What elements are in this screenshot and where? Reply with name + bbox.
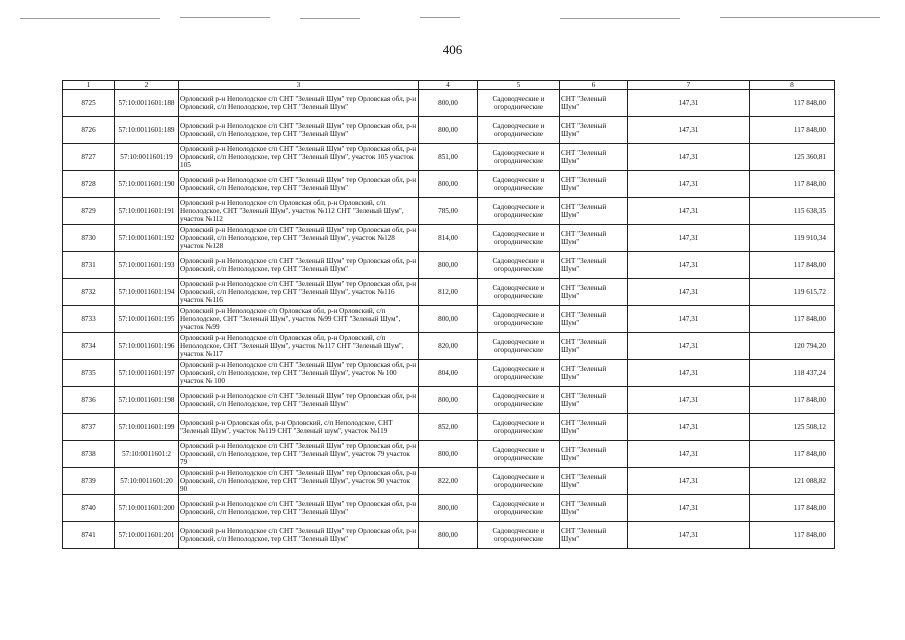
area-value: 820,00: [419, 333, 478, 360]
cadastral-value: 119 615,72: [750, 279, 835, 306]
unit-price: 147,31: [628, 117, 750, 144]
area-value: 852,00: [419, 414, 478, 441]
address: Орловский р-н Неполодское с/п СНТ "Зеленый Шум" тер Орловская обл, р-н Орловский, с/п Неполодское, тер СНТ "Зеленый Шум", участок 79 участок 79: [179, 441, 419, 468]
cadastral-number: 57:10:0011601:193: [115, 252, 179, 279]
cadastral-value: 117 848,00: [750, 90, 835, 117]
snt-name: СНТ "Зеленый Шум": [560, 468, 628, 495]
cadastral-value: 117 848,00: [750, 441, 835, 468]
address: Орловский р-н Орловская обл, р-н Орловский, с/п Неполодское, СНТ "Зеленый Шум", участок №119 СНТ "Зеленый шум", участок №119: [179, 414, 419, 441]
address: Орловский р-н Неполодское с/п СНТ "Зеленый Шум" тер Орловская обл, р-н Орловский, с/п Неполодское, тер СНТ "Зеленый Шум": [179, 117, 419, 144]
cadastral-number: 57:10:0011601:195: [115, 306, 179, 333]
cadastral-value: 117 848,00: [750, 522, 835, 549]
table-row: [63, 225, 835, 252]
row-number: 8741: [63, 522, 115, 549]
unit-price: 147,31: [628, 198, 750, 225]
snt-name: СНТ "Зеленый Шум": [560, 306, 628, 333]
row-number: 8740: [63, 495, 115, 522]
snt-name: СНТ "Зеленый Шум": [560, 252, 628, 279]
snt-name: СНТ "Зеленый Шум": [560, 414, 628, 441]
land-use-category: Садоводческие и огороднические: [478, 279, 560, 306]
row-number: 8736: [63, 387, 115, 414]
area-value: 785,00: [419, 198, 478, 225]
land-use-category: Садоводческие и огороднические: [478, 90, 560, 117]
address: Орловский р-н Неполодское с/п СНТ "Зеленый Шум" тер Орловская обл, р-н Орловский, с/п Неполодское, тер СНТ "Зеленый Шум": [179, 252, 419, 279]
cadastral-number: 57:10:0011601:196: [115, 333, 179, 360]
column-header: 2: [115, 81, 179, 90]
area-value: 804,00: [419, 360, 478, 387]
land-use-category: Садоводческие и огороднические: [478, 414, 560, 441]
land-use-category: Садоводческие и огороднические: [478, 225, 560, 252]
land-use-category: Садоводческие и огороднические: [478, 441, 560, 468]
column-header: 3: [179, 81, 419, 90]
area-value: 800,00: [419, 90, 478, 117]
address: Орловский р-н Неполодское с/п СНТ "Зеленый Шум" тер Орловская обл, р-н Орловский, с/п Неполодское, тер СНТ "Зеленый Шум", участок №128 участок №128: [179, 225, 419, 252]
land-use-category: Садоводческие и огороднические: [478, 495, 560, 522]
unit-price: 147,31: [628, 171, 750, 198]
snt-name: СНТ "Зеленый Шум": [560, 198, 628, 225]
table-row: [63, 279, 835, 306]
unit-price: 147,31: [628, 225, 750, 252]
address: Орловский р-н Неполодское с/п Орловская обл, р-н Орловский, с/п Неполодское, СНТ "Зеленый Шум", участок №99 СНТ "Зеленый Шум", участок №99: [179, 306, 419, 333]
table-row: [63, 414, 835, 441]
scan-artifact: [560, 18, 680, 19]
snt-name: СНТ "Зеленый Шум": [560, 360, 628, 387]
table-row: [63, 495, 835, 522]
land-use-category: Садоводческие и огороднические: [478, 252, 560, 279]
cadastral-number: 57:10:0011601:201: [115, 522, 179, 549]
row-number: 8725: [63, 90, 115, 117]
unit-price: 147,31: [628, 495, 750, 522]
unit-price: 147,31: [628, 144, 750, 171]
column-header: 4: [419, 81, 478, 90]
row-number: 8735: [63, 360, 115, 387]
row-number: 8731: [63, 252, 115, 279]
cadastral-number: 57:10:0011601:189: [115, 117, 179, 144]
row-number: 8727: [63, 144, 115, 171]
cadastral-number: 57:10:0011601:197: [115, 360, 179, 387]
unit-price: 147,31: [628, 333, 750, 360]
address: Орловский р-н Неполодское с/п СНТ "Зеленый Шум" тер Орловская обл, р-н Орловский, с/п Неполодское, тер СНТ "Зеленый Шум", участок № 100 участок № 100: [179, 360, 419, 387]
area-value: 800,00: [419, 306, 478, 333]
scan-artifact: [720, 17, 880, 18]
area-value: 800,00: [419, 387, 478, 414]
cadastral-value: 121 088,82: [750, 468, 835, 495]
column-header: 5: [478, 81, 560, 90]
address: Орловский р-н Неполодское с/п СНТ "Зеленый Шум" тер Орловская обл, р-н Орловский, с/п Неполодское, тер СНТ "Зеленый Шум": [179, 90, 419, 117]
address: Орловский р-н Неполодское с/п СНТ "Зеленый Шум" тер Орловская обл, р-н Орловский, с/п Неполодское, тер СНТ "Зеленый Шум": [179, 495, 419, 522]
address: Орловский р-н Неполодское с/п Орловская обл, р-н Орловский, с/п Неполодское, СНТ "Зеленый Шум", участок №112 СНТ "Зеленый Шум", участок №112: [179, 198, 419, 225]
snt-name: СНТ "Зеленый Шум": [560, 522, 628, 549]
unit-price: 147,31: [628, 252, 750, 279]
area-value: 800,00: [419, 441, 478, 468]
table-row: [63, 306, 835, 333]
area-value: 812,00: [419, 279, 478, 306]
address: Орловский р-н Неполодское с/п СНТ "Зеленый Шум" тер Орловская обл, р-н Орловский, с/п Неполодское, тер СНТ "Зеленый Шум", участок 90 участок 90: [179, 468, 419, 495]
cadastral-value: 117 848,00: [750, 171, 835, 198]
table-row: [63, 387, 835, 414]
snt-name: СНТ "Зеленый Шум": [560, 387, 628, 414]
address: Орловский р-н Неполодское с/п СНТ "Зеленый Шум" тер Орловская обл, р-н Орловский, с/п Неполодское, тер СНТ "Зеленый Шум": [179, 522, 419, 549]
address: Орловский р-н Неполодское с/п Орловская обл, р-н Орловский, с/п Неполодское, СНТ "Зеленый Шум", участок №117 СНТ "Зеленый Шум", участок №117: [179, 333, 419, 360]
row-number: 8729: [63, 198, 115, 225]
unit-price: 147,31: [628, 279, 750, 306]
cadastral-value: 117 848,00: [750, 306, 835, 333]
cadastral-number: 57:10:0011601:192: [115, 225, 179, 252]
cadastral-number: 57:10:0011601:200: [115, 495, 179, 522]
cadastral-value: 115 638,35: [750, 198, 835, 225]
address: Орловский р-н Неполодское с/п СНТ "Зеленый Шум" тер Орловская обл, р-н Орловский, с/п Неполодское, тер СНТ "Зеленый Шум", участок 105 участок 105: [179, 144, 419, 171]
snt-name: СНТ "Зеленый Шум": [560, 225, 628, 252]
snt-name: СНТ "Зеленый Шум": [560, 495, 628, 522]
cadastral-value: 117 848,00: [750, 252, 835, 279]
cadastral-number: 57:10:0011601:188: [115, 90, 179, 117]
unit-price: 147,31: [628, 441, 750, 468]
column-header: 6: [560, 81, 628, 90]
cadastral-value: 120 794,20: [750, 333, 835, 360]
land-use-category: Садоводческие и огороднические: [478, 171, 560, 198]
table-row: [63, 117, 835, 144]
cadastral-number: 57:10:0011601:2: [115, 441, 179, 468]
row-number: 8728: [63, 171, 115, 198]
row-number: 8737: [63, 414, 115, 441]
land-use-category: Садоводческие и огороднические: [478, 117, 560, 144]
cadastral-number: 57:10:0011601:190: [115, 171, 179, 198]
area-value: 800,00: [419, 522, 478, 549]
column-header: 7: [628, 81, 750, 90]
cadastral-value: 125 360,81: [750, 144, 835, 171]
snt-name: СНТ "Зеленый Шум": [560, 171, 628, 198]
cadastral-value: 118 437,24: [750, 360, 835, 387]
row-number: 8730: [63, 225, 115, 252]
land-use-category: Садоводческие и огороднические: [478, 306, 560, 333]
area-value: 851,00: [419, 144, 478, 171]
cadastral-number: 57:10:0011601:199: [115, 414, 179, 441]
table-row: [63, 198, 835, 225]
land-use-category: Садоводческие и огороднические: [478, 144, 560, 171]
row-number: 8726: [63, 117, 115, 144]
cadastral-value: 117 848,00: [750, 117, 835, 144]
area-value: 800,00: [419, 117, 478, 144]
column-header: 1: [63, 81, 115, 90]
land-registry-table: [62, 80, 835, 549]
table-row: [63, 360, 835, 387]
cadastral-number: 57:10:0011601:191: [115, 198, 179, 225]
scan-artifact: [20, 18, 160, 19]
table-row: [63, 333, 835, 360]
cadastral-number: 57:10:0011601:19: [115, 144, 179, 171]
scan-artifact: [420, 17, 460, 18]
table-row: [63, 441, 835, 468]
snt-name: СНТ "Зеленый Шум": [560, 333, 628, 360]
table-header-row: [63, 81, 835, 90]
row-number: 8734: [63, 333, 115, 360]
row-number: 8733: [63, 306, 115, 333]
cadastral-value: 117 848,00: [750, 387, 835, 414]
cadastral-value: 119 910,34: [750, 225, 835, 252]
unit-price: 147,31: [628, 522, 750, 549]
unit-price: 147,31: [628, 387, 750, 414]
cadastral-number: 57:10:0011601:198: [115, 387, 179, 414]
land-use-category: Садоводческие и огороднические: [478, 333, 560, 360]
snt-name: СНТ "Зеленый Шум": [560, 117, 628, 144]
cadastral-value: 117 848,00: [750, 495, 835, 522]
table-row: [63, 252, 835, 279]
table-row: [63, 144, 835, 171]
page-number: 406: [442, 42, 463, 57]
land-use-category: Садоводческие и огороднические: [478, 522, 560, 549]
cadastral-number: 57:10:0011601:20: [115, 468, 179, 495]
unit-price: 147,31: [628, 306, 750, 333]
row-number: 8739: [63, 468, 115, 495]
table-row: [63, 90, 835, 117]
table-row: [63, 522, 835, 549]
table-row: [63, 468, 835, 495]
snt-name: СНТ "Зеленый Шум": [560, 144, 628, 171]
land-use-category: Садоводческие и огороднические: [478, 468, 560, 495]
row-number: 8738: [63, 441, 115, 468]
unit-price: 147,31: [628, 360, 750, 387]
scan-artifact: [300, 18, 360, 19]
address: Орловский р-н Неполодское с/п СНТ "Зеленый Шум" тер Орловская обл, р-н Орловский, с/п Неполодское, тер СНТ "Зеленый Шум": [179, 387, 419, 414]
area-value: 822,00: [419, 468, 478, 495]
snt-name: СНТ "Зеленый Шум": [560, 441, 628, 468]
column-header: 8: [750, 81, 835, 90]
row-number: 8732: [63, 279, 115, 306]
address: Орловский р-н Неполодское с/п СНТ "Зеленый Шум" тер Орловская обл, р-н Орловский, с/п Неполодское, тер СНТ "Зеленый Шум": [179, 171, 419, 198]
unit-price: 147,31: [628, 90, 750, 117]
area-value: 800,00: [419, 171, 478, 198]
area-value: 814,00: [419, 225, 478, 252]
address: Орловский р-н Неполодское с/п СНТ "Зеленый Шум" тер Орловская обл, р-н Орловский, с/п Неполодское, тер СНТ "Зеленый Шум", участок №116 участок №116: [179, 279, 419, 306]
scan-artifact: [180, 17, 270, 18]
cadastral-value: 125 508,12: [750, 414, 835, 441]
table-row: [63, 171, 835, 198]
unit-price: 147,31: [628, 468, 750, 495]
area-value: 800,00: [419, 495, 478, 522]
cadastral-number: 57:10:0011601:194: [115, 279, 179, 306]
land-use-category: Садоводческие и огороднические: [478, 387, 560, 414]
unit-price: 147,31: [628, 414, 750, 441]
land-use-category: Садоводческие и огороднические: [478, 198, 560, 225]
snt-name: СНТ "Зеленый Шум": [560, 279, 628, 306]
land-use-category: Садоводческие и огороднические: [478, 360, 560, 387]
snt-name: СНТ "Зеленый Шум": [560, 90, 628, 117]
area-value: 800,00: [419, 252, 478, 279]
